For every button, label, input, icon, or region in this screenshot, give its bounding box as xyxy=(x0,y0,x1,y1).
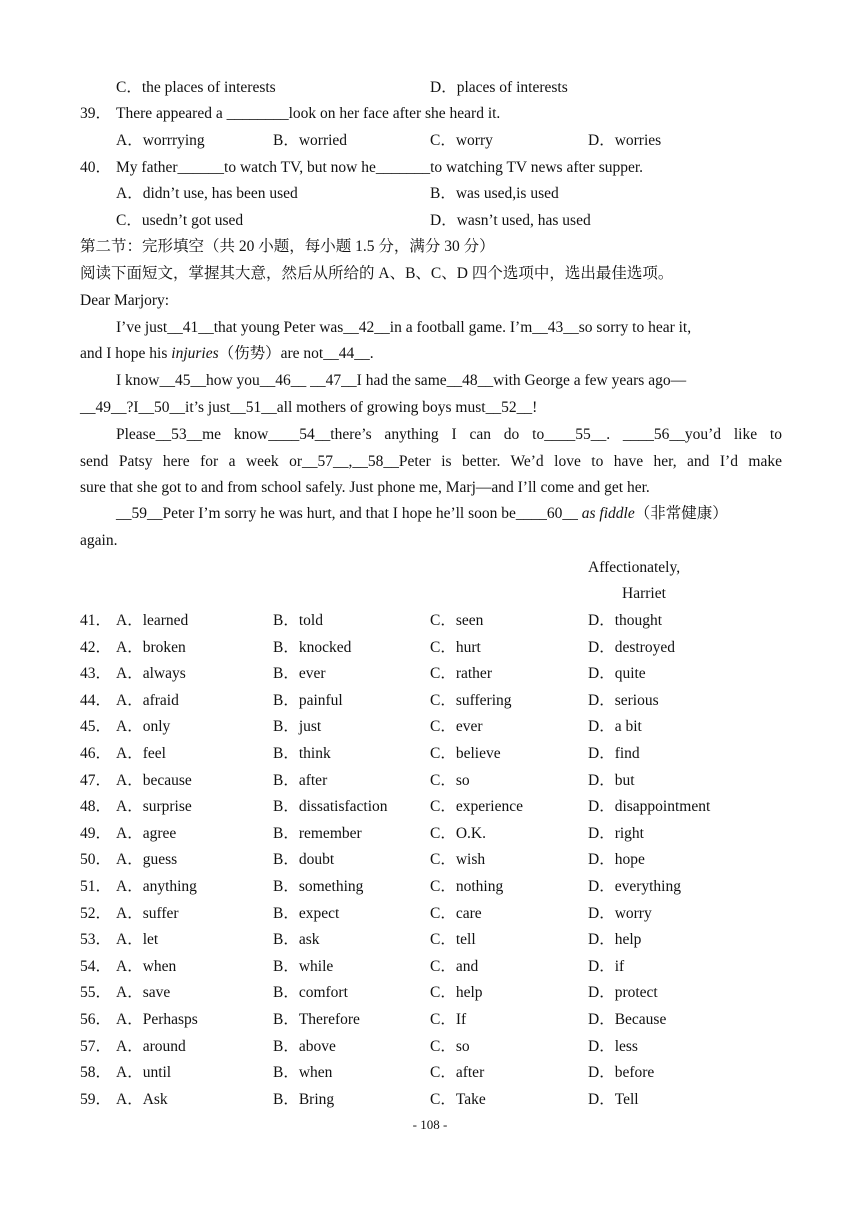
option-c: C．seen xyxy=(430,612,484,629)
option-b: B．told xyxy=(273,612,323,629)
question-number: 43． xyxy=(80,665,112,683)
question-number: 46． xyxy=(80,745,112,762)
passage-line: __49__?I__50__it’s just__51__all mothers of growing boys must__52__! xyxy=(80,399,538,416)
passage-text: （伤势）are not__44__. xyxy=(218,345,374,362)
option-d: D．help xyxy=(588,931,642,949)
passage-line xyxy=(116,506,728,522)
option-a: A．worrrying xyxy=(116,132,205,149)
letter-salutation: Dear Marjory: xyxy=(80,292,170,309)
passage-italic-phrase: as fiddle xyxy=(581,505,635,522)
option-b: B．comfort xyxy=(273,984,348,1002)
option-b: B．above xyxy=(273,1037,336,1055)
option-b: B．doubt xyxy=(273,851,335,869)
option-a: A．anything xyxy=(116,878,197,895)
option-c: C．hurt xyxy=(430,638,481,656)
option-d: D．but xyxy=(588,771,635,789)
passage-italic-word: injuries xyxy=(171,345,219,362)
option-d: D．before xyxy=(588,1064,655,1082)
question-number: 48． xyxy=(80,798,112,816)
question-number: 58． xyxy=(80,1064,112,1082)
option-d: D．serious xyxy=(588,691,659,709)
option-c: C．help xyxy=(430,984,483,1002)
option-a: A．surprise xyxy=(116,798,192,816)
option-c: C．and xyxy=(430,957,479,975)
question-number: 59． xyxy=(80,1090,112,1108)
option-b: B．painful xyxy=(273,691,343,709)
option-d: D．disappointment xyxy=(588,798,711,816)
option-c: C．so xyxy=(430,771,470,789)
option-d: D．worries xyxy=(588,132,662,149)
option-a: A．save xyxy=(116,984,171,1002)
option-b: B．think xyxy=(273,745,331,762)
option-a: A．around xyxy=(116,1037,186,1055)
option-b: B．remember xyxy=(273,824,362,842)
passage-line: sure that she got to and from school safely. Just phone me, Marj—and I’ll come and get her. xyxy=(80,479,650,496)
passage-line: I’ve just__41__that young Peter was__42__in a football game. I’m__43__so sorry to hear it, xyxy=(116,319,692,336)
letter-closing: Affectionately, xyxy=(588,559,681,576)
passage-text: and I hope his xyxy=(80,345,172,362)
question-number: 51． xyxy=(80,878,112,895)
option-b: B．knocked xyxy=(273,638,352,656)
option-d: D．a bit xyxy=(588,718,642,736)
option-c: C．believe xyxy=(430,745,501,762)
option-d: D．wasn’t used, has used xyxy=(430,212,591,229)
option-a: A．until xyxy=(116,1064,172,1082)
question-number: 39． xyxy=(80,105,112,122)
option-d: D．hope xyxy=(588,851,645,869)
option-a: A．Ask xyxy=(116,1090,168,1108)
option-a: A．afraid xyxy=(116,691,179,709)
option-c: C．worry xyxy=(430,132,493,149)
option-b: B．just xyxy=(273,718,322,736)
option-c: C．suffering xyxy=(430,691,512,709)
question-number: 40． xyxy=(80,159,112,176)
option-c: C．nothing xyxy=(430,878,504,895)
question-text: There appeared a ________look on her face after she heard it. xyxy=(116,105,501,122)
option-a: A．feel xyxy=(116,745,166,762)
option-a: A．when xyxy=(116,957,177,975)
option-d: D．find xyxy=(588,745,640,762)
passage-line: again. xyxy=(80,532,118,549)
passage-text: （非常健康） xyxy=(634,505,728,522)
option-c: C．wish xyxy=(430,851,486,869)
option-c: C．care xyxy=(430,904,482,922)
option-c: C．the places of interests xyxy=(116,79,276,96)
option-a: A．suffer xyxy=(116,904,179,922)
passage-line: Please__53__me know____54__there’s anything I can do to____55__. ____56__you’d like to xyxy=(116,426,782,443)
passage-line: send Patsy here for a week or__57__,__58__Peter is better. We’d love to have her, and I’d make xyxy=(80,453,782,470)
option-a: A．because xyxy=(116,771,192,789)
option-d: D．Because xyxy=(588,1011,667,1028)
option-d: D．right xyxy=(588,824,644,842)
option-b: B．worried xyxy=(273,132,348,149)
option-b: B．Therefore xyxy=(273,1011,360,1028)
option-c: C．tell xyxy=(430,931,476,949)
section-instructions: 阅读下面短文，掌握其大意，然后从所给的 A、B、C、D 四个选项中，选出最佳选项。 xyxy=(80,265,674,282)
passage-line xyxy=(80,346,374,362)
option-b: B．ask xyxy=(273,931,320,949)
option-b: B．dissatisfaction xyxy=(273,798,388,816)
option-d: D．Tell xyxy=(588,1090,639,1108)
section-heading: 第二节：完形填空（共 20 小题，每小题 1.5 分，满分 30 分） xyxy=(80,238,495,255)
option-d: D．protect xyxy=(588,984,658,1002)
option-b: B．ever xyxy=(273,665,326,683)
option-d: D．less xyxy=(588,1037,638,1055)
question-number: 45． xyxy=(80,718,112,736)
option-a: A．agree xyxy=(116,824,177,842)
option-c: C．If xyxy=(430,1011,467,1028)
page-number: - 108 - xyxy=(412,1117,448,1132)
option-c: C．Take xyxy=(430,1090,486,1108)
option-a: A．didn’t use, has been used xyxy=(116,185,298,202)
question-number: 52． xyxy=(80,904,112,922)
option-a: A．let xyxy=(116,931,159,949)
option-a: A．Perhasps xyxy=(116,1011,198,1028)
option-a: A．learned xyxy=(116,612,189,629)
option-c: C．after xyxy=(430,1064,485,1082)
question-number: 47． xyxy=(80,771,112,789)
option-b: B．after xyxy=(273,771,328,789)
option-b: B．was used,is used xyxy=(430,185,559,202)
option-d: D．worry xyxy=(588,904,652,922)
option-d: D．thought xyxy=(588,612,663,629)
option-b: B．while xyxy=(273,957,334,975)
option-a: A．only xyxy=(116,718,171,736)
letter-signature: Harriet xyxy=(622,585,666,602)
option-d: D．quite xyxy=(588,665,646,683)
option-c: C．experience xyxy=(430,798,523,816)
question-number: 49． xyxy=(80,824,112,842)
option-a: A．broken xyxy=(116,638,186,656)
question-number: 55． xyxy=(80,984,112,1002)
option-b: B．something xyxy=(273,878,364,895)
option-a: A．guess xyxy=(116,851,178,869)
question-number: 42． xyxy=(80,638,112,656)
option-b: B．when xyxy=(273,1064,333,1082)
option-d: D．places of interests xyxy=(430,79,568,96)
option-c: C．rather xyxy=(430,665,492,683)
option-b: B．expect xyxy=(273,904,340,922)
passage-text: __59__Peter I’m sorry he was hurt, and that I hope he’ll soon be____60__ xyxy=(116,505,582,522)
question-number: 54． xyxy=(80,957,112,975)
option-d: D．everything xyxy=(588,878,681,895)
question-number: 57． xyxy=(80,1037,112,1055)
question-number: 53． xyxy=(80,931,112,949)
option-b: B．Bring xyxy=(273,1090,335,1108)
question-number: 41． xyxy=(80,612,112,629)
question-number: 44． xyxy=(80,691,112,709)
option-a: A．always xyxy=(116,665,186,683)
question-number: 56． xyxy=(80,1011,112,1028)
passage-line: I know__45__how you__46__ __47__I had the same__48__with George a few years ago— xyxy=(116,372,687,389)
option-c: C．so xyxy=(430,1037,470,1055)
option-d: D．destroyed xyxy=(588,638,675,656)
option-c: C．ever xyxy=(430,718,483,736)
question-text: My father______to watch TV, but now he_______to watching TV news after supper. xyxy=(116,159,644,176)
option-c: C．O.K. xyxy=(430,824,486,842)
option-c: C．usedn’t got used xyxy=(116,212,244,229)
option-d: D．if xyxy=(588,957,625,975)
question-number: 50． xyxy=(80,851,112,869)
